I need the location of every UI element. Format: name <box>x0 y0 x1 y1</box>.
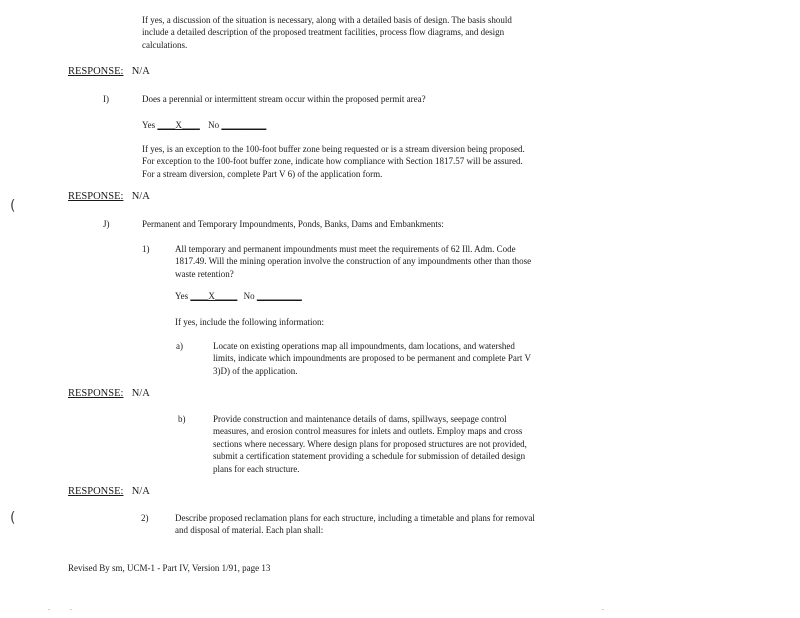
item-i-yes-no <box>142 119 266 131</box>
response-label: RESPONSE: <box>68 388 124 399</box>
no-fill: __________ <box>256 291 302 301</box>
response-4 <box>68 485 150 498</box>
response-3 <box>68 387 150 400</box>
sub1-a-marker: a) <box>176 341 183 351</box>
response-2 <box>68 190 150 203</box>
scan-dot-bottom-left: . <box>48 605 50 612</box>
item-i-question: Does a perennial or intermittent stream occur within the proposed permit area? <box>142 94 426 104</box>
yes-fill: ____X____ <box>157 120 200 130</box>
scan-mark-curve-lower: ( <box>10 510 16 526</box>
response-label: RESPONSE: <box>68 191 124 202</box>
sub1-text: All temporary and permanent impoundments must meet the requirements of 62 Ill. Adm. Code 1817.49. Will the mining operation involve the construction of any impoundments other than those waste retention? <box>175 244 532 279</box>
no-label: No <box>208 120 220 130</box>
yes-label: Yes <box>175 291 189 301</box>
response-1 <box>68 65 150 78</box>
no-fill: __________ <box>221 120 267 130</box>
footer-revision: Revised By sm, UCM-1 - Part IV, Version 1/91, page 13 <box>68 563 271 573</box>
sub1-include: If yes, include the following information: <box>175 317 324 327</box>
sub1-yes-no <box>175 290 302 302</box>
item-i-marker: I) <box>103 94 109 104</box>
sub2-marker: 2) <box>141 513 149 523</box>
response-value: N/A <box>131 486 150 497</box>
intro-paragraph: If yes, a discussion of the situation is necessary, along with a detailed basis of design. The basis should include a detailed description of the proposed treatment facilities, process flow diagrams, and design calculations. <box>142 15 512 50</box>
item-j-heading: Permanent and Temporary Impoundments, Ponds, Banks, Dams and Embankments: <box>142 219 444 229</box>
scan-dot-bottom-mid: . <box>70 605 72 612</box>
response-value: N/A <box>131 388 150 399</box>
no-label: No <box>243 291 255 301</box>
response-value: N/A <box>131 66 150 77</box>
item-i-paragraph: If yes, is an exception to the 100-foot buffer zone being requested or is a stream diversion being proposed. For exception to the 100-foot buffer zone, indicate how compliance with Section 1817.57 will be assured. For a stream diversion, complete Part V 6) of the application form. <box>142 144 525 179</box>
response-label: RESPONSE: <box>68 486 124 497</box>
scan-dot-bottom-right: . <box>602 605 604 612</box>
sub1-b-marker: b) <box>178 414 186 424</box>
sub1-a-text: Locate on existing operations map all impoundments, dam locations, and watershed limits, indicate which impoundments are proposed to be permanent and complete Part V 3)D) of the application. <box>213 341 531 376</box>
yes-fill: ____X_____ <box>190 291 238 301</box>
item-j-marker: J) <box>103 219 110 229</box>
response-label: RESPONSE: <box>68 66 124 77</box>
yes-label: Yes <box>142 120 156 130</box>
sub1-marker: 1) <box>142 244 150 254</box>
sub1-b-text: Provide construction and maintenance details of dams, spillways, seepage control measures, and erosion control measures for inlets and outlets. Employ maps and cross sections where necessary. Where design plans for proposed structures are not provided, submit a certification statement providing a schedule for submission of detailed design plans for each structure. <box>213 414 527 474</box>
sub2-text: Describe proposed reclamation plans for each structure, including a timetable and plans for removal and disposal of material. Each plan shall: <box>175 513 535 536</box>
scan-mark-curve-upper: ( <box>10 198 16 214</box>
response-value: N/A <box>131 191 150 202</box>
